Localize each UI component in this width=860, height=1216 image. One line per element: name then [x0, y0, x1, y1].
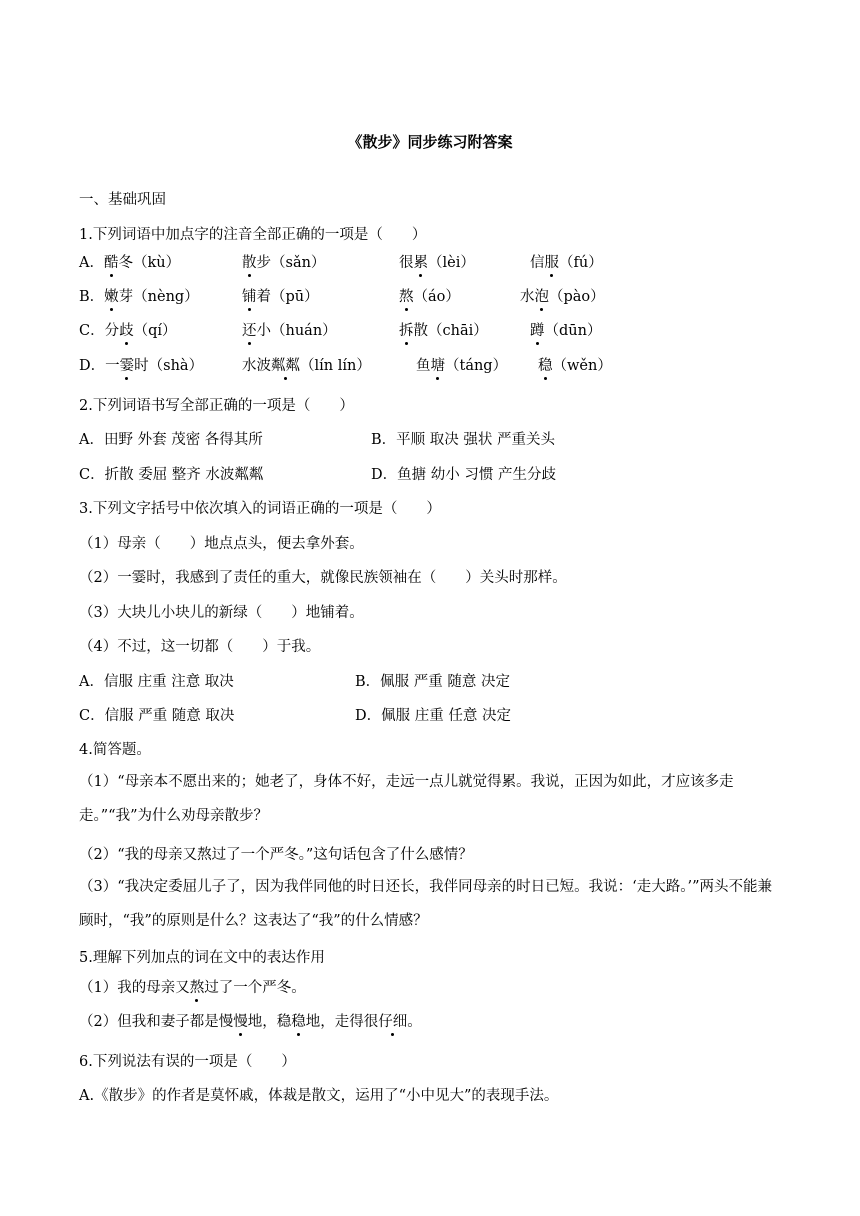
q1-d-item1: D．一霎时（shà） [79, 358, 204, 374]
q1-b-item3: 熬（áo） [399, 289, 460, 305]
q4-stem: 4.简答题。 [79, 742, 151, 758]
q3-option-b: B．佩服 严重 随意 决定 [355, 674, 510, 690]
q5-stem: 5.理解下列加点的词在文中的表达作用 [79, 950, 325, 966]
q1-row-d [79, 356, 779, 378]
q5-sentence-1: （1）我的母亲又熬过了一个严冬。 [79, 980, 306, 996]
q1-a-item4: 信服（fú） [530, 255, 603, 271]
q1-stem: 1.下列词语中加点字的注音全部正确的一项是（ ） [79, 227, 427, 243]
q4-part-1: （1）“母亲本不愿出来的；她老了，身体不好，走远一点儿就觉得累。我说，正因为如此，才应该多走走。”“我”为什么劝母亲散步？ [79, 774, 734, 824]
q2-option-d: D．鱼搪 幼小 习惯 产生分歧 [371, 467, 556, 483]
q1-a-item2: 散步（sǎn） [242, 255, 326, 271]
q5-sentence-2: （2）但我和妻子都是慢慢地，稳稳地，走得很仔细。 [79, 1014, 422, 1030]
q3-option-a: A．信服 庄重 注意 取决 [79, 674, 234, 690]
q1-d-item2: 水波粼粼（lín lín） [242, 358, 371, 374]
q3-stem: 3.下列文字括号中依次填入的词语正确的一项是（ ） [79, 501, 441, 517]
q2-option-b: B．平顺 取决 强状 严重关头 [371, 432, 555, 448]
q4-part-2: （2）“我的母亲又熬过了一个严冬。”这句话包含了什么感情？ [79, 847, 473, 863]
page-title: 《散步》同步练习附答案 [347, 133, 513, 151]
q1-c-item4: 蹲（dūn） [530, 323, 602, 339]
q1-row-a [79, 253, 779, 275]
q1-c-item1: C．分歧（qí） [79, 323, 177, 339]
q4-part-3: （3）“我决定委屈儿子了，因为我伴同他的时日还长，我伴同母亲的时日已短。我说：‘走大路。’”两头不能兼顾时，“我”的原则是什么？这表达了“我”的什么情感？ [79, 879, 773, 929]
q3-item-2: （2）一霎时，我感到了责任的重大，就像民族领袖在（ ）关头时那样。 [79, 570, 567, 586]
q1-a-item3: 很累（lèi） [399, 255, 475, 271]
q3-option-d: D．佩服 庄重 任意 决定 [355, 708, 511, 724]
q1-row-b [79, 287, 779, 309]
q6-stem: 6.下列说法有误的一项是（ ） [79, 1054, 296, 1070]
q1-b-item4: 水泡（pào） [520, 289, 605, 305]
q3-item-3: （3）大块儿小块儿的新绿（ ）地铺着。 [79, 605, 364, 621]
q2-option-c: C．折散 委屈 整齐 水波粼粼 [79, 467, 264, 483]
q3-item-1: （1）母亲（ ）地点点头，便去拿外套。 [79, 536, 364, 552]
q1-c-item3: 拆散（chāi） [399, 323, 488, 339]
q3-option-c: C．信服 严重 随意 取决 [79, 708, 235, 724]
q2-stem: 2.下列词语书写全部正确的一项是（ ） [79, 398, 354, 414]
q1-c-item2: 还小（huán） [242, 323, 337, 339]
q2-option-a: A．田野 外套 茂密 各得其所 [79, 432, 263, 448]
q1-b-item1: B．嫩芽（nèng） [79, 289, 199, 305]
section-heading: 一、基础巩固 [79, 192, 166, 208]
q1-d-item4: 稳（wěn） [538, 358, 612, 374]
q1-b-item2: 铺着（pū） [242, 289, 319, 305]
q1-a-item1: A．酷冬（kù） [79, 255, 181, 271]
q1-d-item3: 鱼塘（táng） [416, 358, 508, 374]
q1-row-c [79, 321, 779, 343]
q6-option-a: A.《散步》的作者是莫怀戚，体裁是散文，运用了“小中见大”的表现手法。 [79, 1088, 559, 1104]
q3-item-4: （4）不过，这一切都（ ）于我。 [79, 639, 321, 655]
